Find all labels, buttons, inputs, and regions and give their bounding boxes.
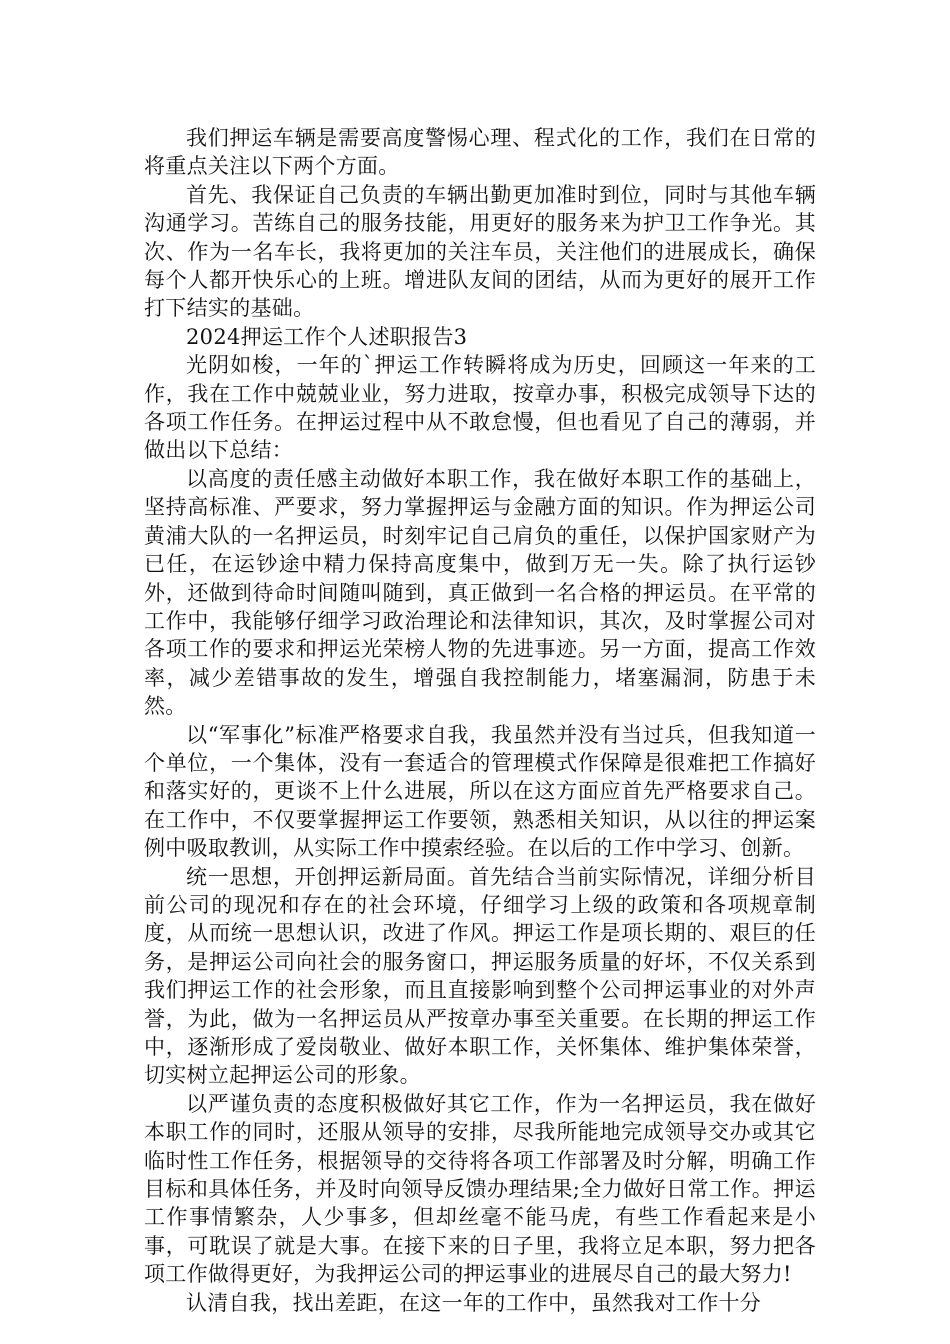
paragraph: 认清自我，找出差距，在这一年的工作中，虽然我对工作十分 xyxy=(186,1290,762,1315)
paragraph: 光阴如梭，一年的`押运工作转瞬将成为历史，回顾这一年来的工作，我在工作中兢兢业业，努力进取，按章办事，积极完成领导下达的各项工作任务。在押运过程中从不敢怠慢，但也看见了自己的薄弱，并做出以下总结： xyxy=(144,353,816,463)
paragraph: 统一思想，开创押运新局面。首先结合当前实际情况，详细分析目前公司的现况和存在的社会环境，仔细学习上级的政策和各项规章制度，从而统一思想认识，改进了作风。押运工作是项长期的、艰巨的任务，是押运公司向社会的服务窗口，押运服务质量的好坏，不仅关系到我们押运工作的社会形象，而且直接影响到整个公司押运事业的对外声誉，为此，做为一名押运员从严按章办事至关重要。在长期的押运工作中，逐渐形成了爱岗敬业、做好本职工作，关怀集体、维护集体荣誉，切实树立起押运公司的形象。 xyxy=(144,864,816,1088)
section-heading: 2024押运工作个人述职报告3 xyxy=(186,324,468,349)
paragraph: 以“军事化”标准严格要求自我，我虽然并没有当过兵，但我知道一个单位，一个集体，没有一套适合的管理模式作保障是很难把工作搞好和落实好的，更谈不上什么进展，所以在这方面应首先严格要求自己。在工作中，不仅要掌握押运工作要领，熟悉相关知识，从以往的押运案例中吸取教训，从实际工作中摸索经验。在以后的工作中学习、创新。 xyxy=(144,722,816,861)
paragraph: 以严谨负责的态度积极做好其它工作，作为一名押运员，我在做好本职工作的同时，还服从领导的安排，尽我所能地完成领导交办或其它临时性工作任务，根据领导的交待将各项工作部署及时分解，明确工作目标和具体任务，并及时向领导反馈办理结果;全力做好日常工作。押运工作事情繁杂，人少事多，但却丝毫不能马虎，有些工作看起来是小事，可耽误了就是大事。在接下来的日子里，我将立足本职，努力把各项工作做得更好，为我押运公司的押运事业的进展尽自己的最大努力! xyxy=(144,1091,816,1287)
paragraph: 以高度的责任感主动做好本职工作，我在做好本职工作的基础上，坚持高标准、严要求，努力掌握押运与金融方面的知识。作为押运公司黄浦大队的一名押运员，时刻牢记自己肩负的重任，以保护国家财产为已任，在运钞途中精力保持高度集中，做到万无一失。除了执行运钞外，还做到待命时间随叫随到，真正做到一名合格的押运员。在平常的工作中，我能够仔细学习政治理论和法律知识，其次，及时掌握公司对各项工作的要求和押运光荣榜人物的先进事迹。另一方面，提高工作效率，减少差错事故的发生，增强自我控制能力，堵塞漏洞，防患于未然。 xyxy=(144,466,816,719)
paragraph: 首先、我保证自己负责的车辆出勤更加准时到位，同时与其他车辆沟通学习。苦练自己的服务技能，用更好的服务来为护卫工作争光。其次、作为一名车长，我将更加的关注车员，关注他们的进展成长，确保每个人都开快乐心的上班。增进队友间的团结，从而为更好的展开工作打下结实的基础。 xyxy=(144,182,816,321)
document-body xyxy=(144,124,816,1317)
paragraph: 我们押运车辆是需要高度警惕心理、程式化的工作，我们在日常的将重点关注以下两个方面。 xyxy=(144,126,816,179)
